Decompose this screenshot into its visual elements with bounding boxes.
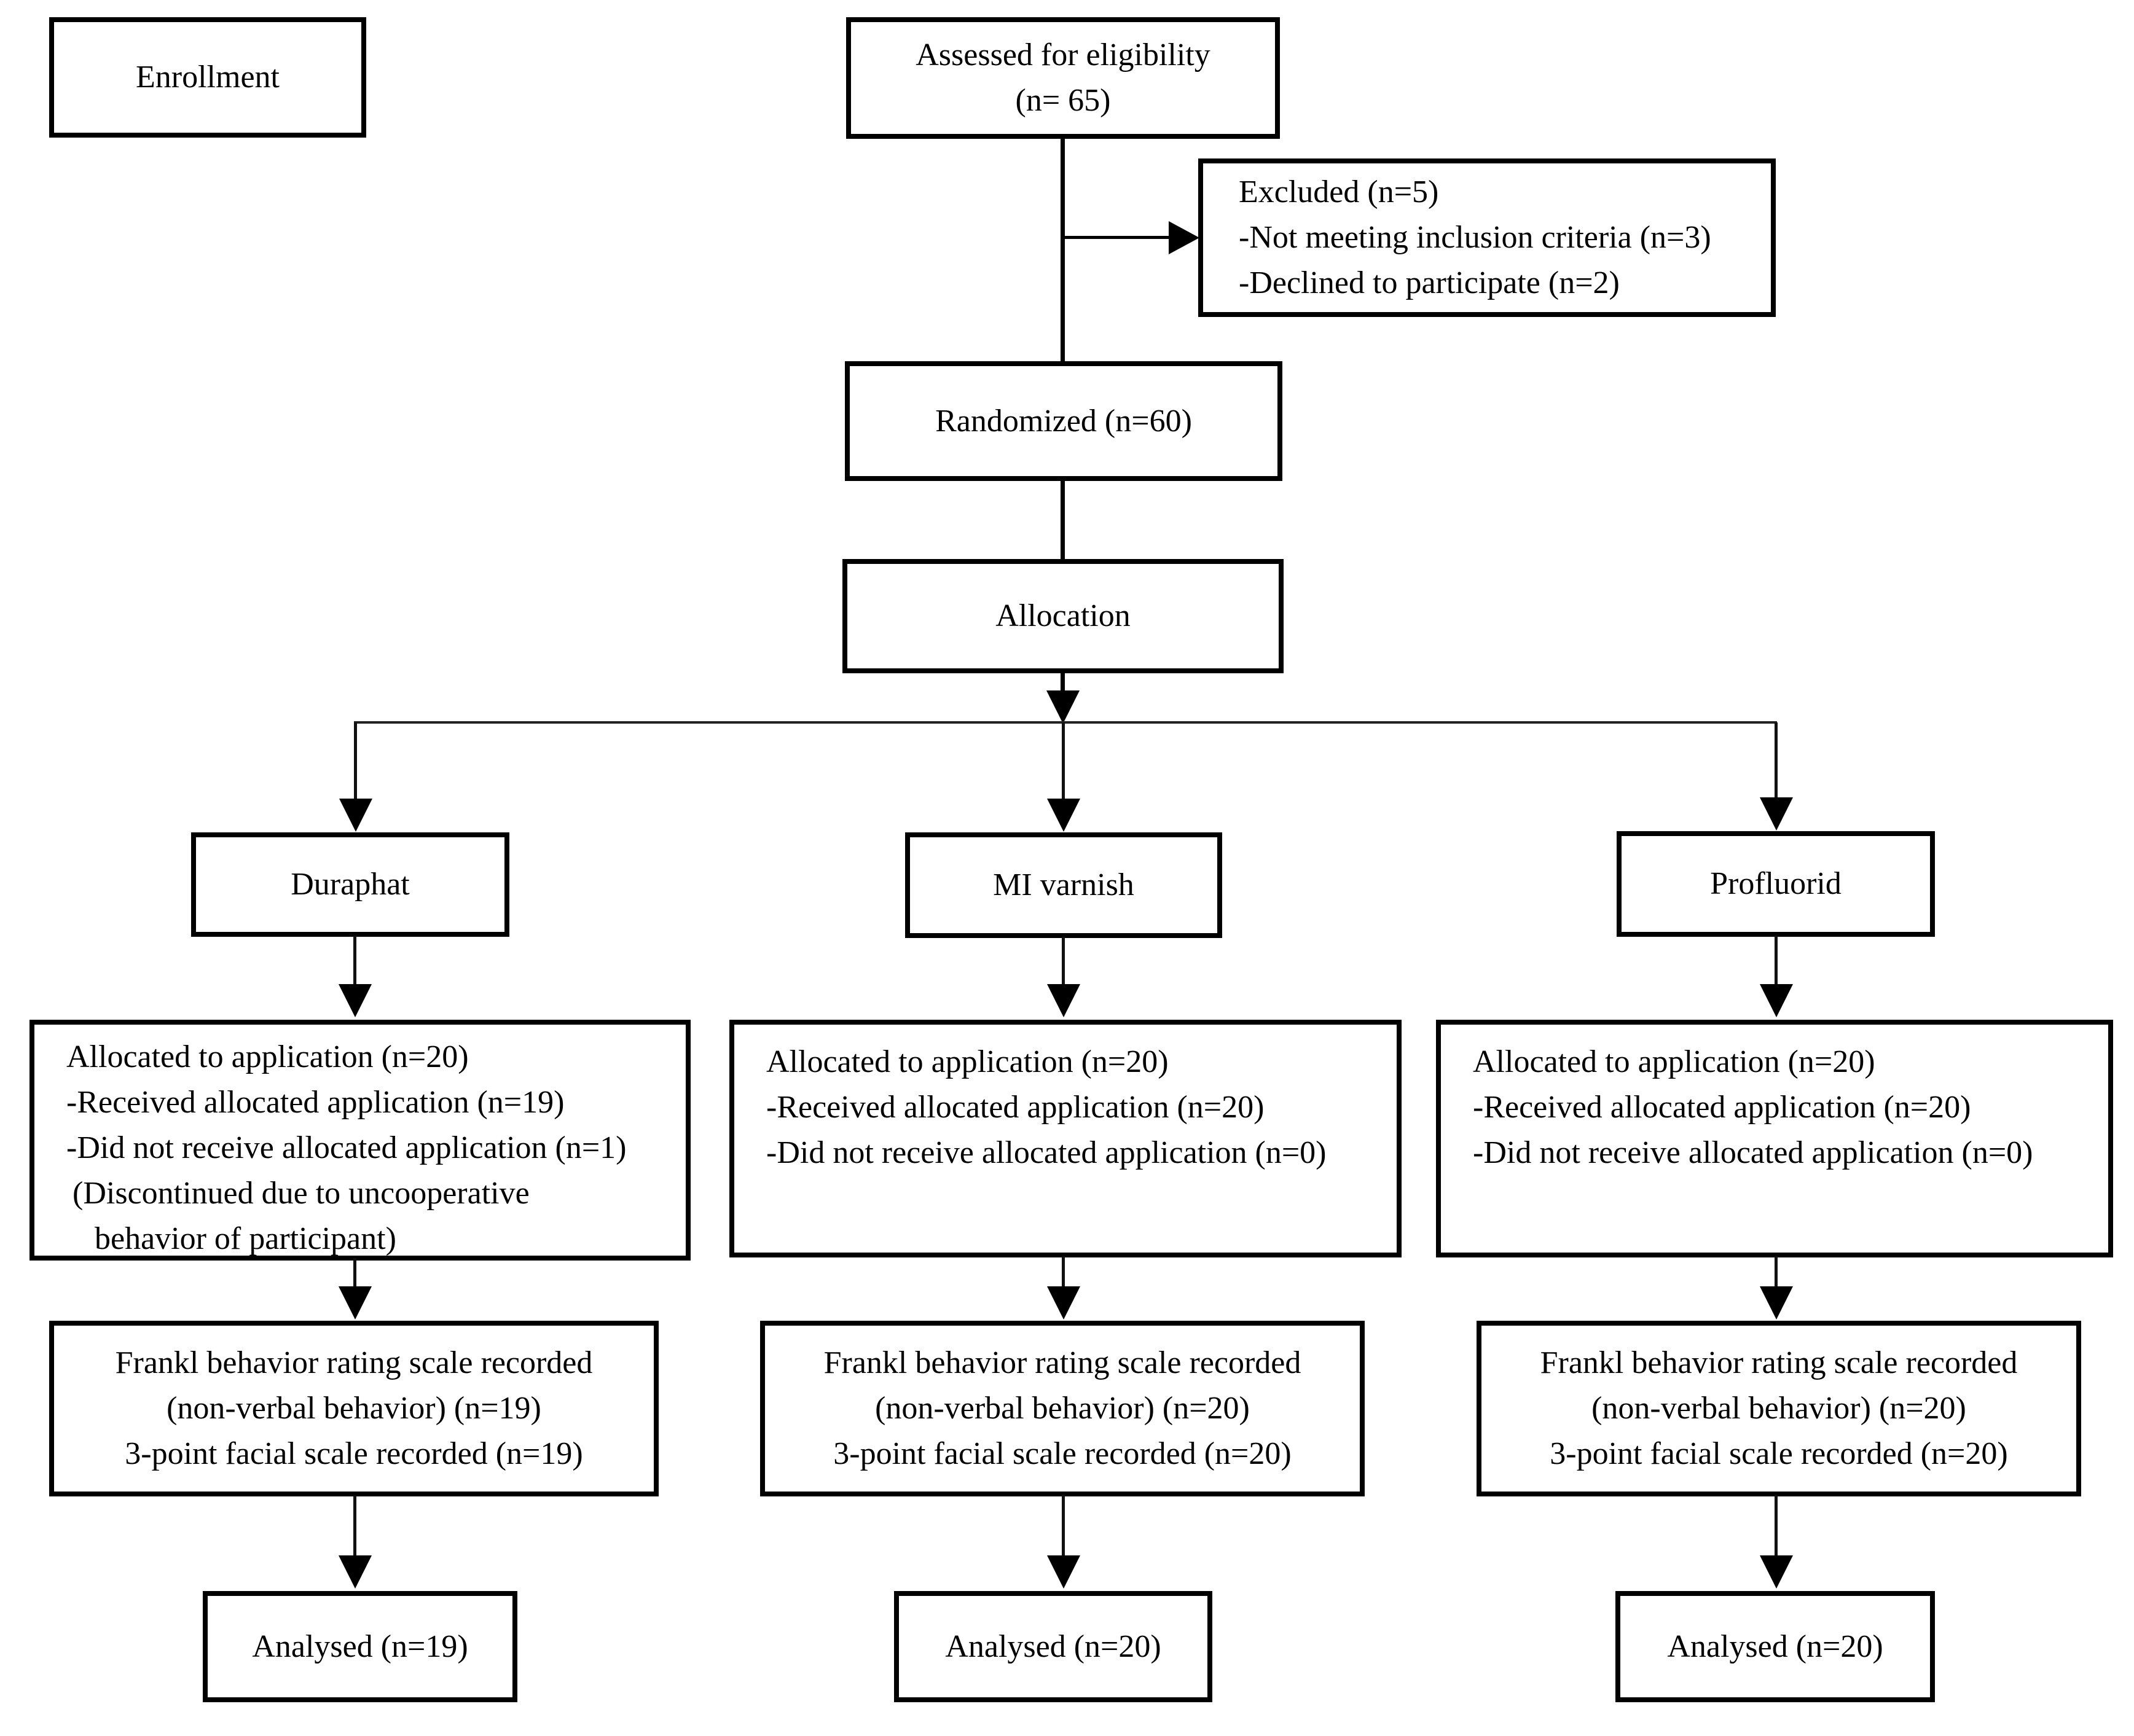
analysed-label: Analysed (n=20) [945, 1628, 1161, 1664]
frankl-line: (non-verbal behavior) (n=19) [167, 1391, 541, 1426]
allocated-box-profluorid [1436, 1020, 2113, 1257]
assessed-count: (n= 65) [1015, 83, 1111, 118]
frankl-box-duraphat [49, 1321, 659, 1496]
connector-profluorid-to-allocated [1775, 936, 1778, 988]
randomized-box [845, 361, 1282, 481]
assessed-for-eligibility-box [846, 17, 1280, 139]
allocated-line: -Received allocated application (n=20) [766, 1090, 1265, 1125]
connector-assessed-to-randomized [1061, 138, 1065, 362]
down-arrowhead-icon [1760, 797, 1793, 831]
branch-distribution-line [354, 721, 1777, 724]
duraphat-arm-box [191, 832, 509, 937]
frankl-line: 3-point facial scale recorded (n=20) [1550, 1436, 2008, 1471]
allocated-line: -Did not receive allocated application (n=0) [766, 1135, 1327, 1170]
connector-frankl-to-analysed-right [1775, 1495, 1778, 1559]
down-arrowhead-icon [1760, 1286, 1793, 1320]
allocated-line: -Received allocated application (n=20) [1473, 1090, 1971, 1125]
allocated-box-mivarnish [729, 1020, 1402, 1257]
allocated-line: -Did not receive allocated application (n=0) [1473, 1135, 2033, 1170]
allocated-note-line: (Discontinued due to uncooperative [73, 1176, 530, 1211]
frankl-line: Frankl behavior rating scale recorded [115, 1345, 593, 1380]
down-arrowhead-icon [339, 1555, 372, 1589]
down-arrowhead-icon [1047, 1286, 1080, 1320]
enrollment-label: Enrollment [136, 60, 280, 95]
connector-branchline-to-duraphat [354, 722, 357, 802]
down-arrowhead-icon [1047, 799, 1080, 832]
frankl-line: Frankl behavior rating scale recorded [823, 1345, 1301, 1380]
connector-branchline-to-mivarnish [1062, 722, 1065, 802]
assessed-line1: Assessed for eligibility [916, 37, 1210, 72]
right-arrowhead-icon [1169, 221, 1199, 254]
frankl-line: 3-point facial scale recorded (n=19) [125, 1436, 583, 1471]
allocated-line: Allocated to application (n=20) [766, 1044, 1169, 1079]
profluorid-label: Profluorid [1710, 866, 1842, 901]
allocated-box-duraphat [29, 1020, 691, 1261]
connector-duraphat-to-allocated [353, 936, 356, 988]
frankl-line: 3-point facial scale recorded (n=20) [833, 1436, 1292, 1471]
down-arrowhead-icon [339, 799, 372, 832]
frankl-box-profluorid [1477, 1321, 2081, 1496]
connector-mivarnish-to-allocated [1062, 937, 1065, 988]
frankl-line: (non-verbal behavior) (n=20) [1591, 1391, 1966, 1426]
randomized-label: Randomized (n=60) [935, 403, 1192, 439]
excluded-line2: -Not meeting inclusion criteria (n=3) [1239, 220, 1711, 255]
down-arrowhead-icon [339, 984, 372, 1017]
mi-varnish-arm-box [905, 832, 1222, 938]
connector-allocated-to-frankl-right [1775, 1256, 1778, 1290]
down-arrowhead-icon [1046, 690, 1080, 724]
frankl-box-mivarnish [760, 1321, 1365, 1496]
allocated-line: -Did not receive allocated application (n=1) [66, 1130, 627, 1165]
down-arrowhead-icon [339, 1286, 372, 1320]
down-arrowhead-icon [1760, 1555, 1793, 1589]
connector-allocated-to-frankl-left [353, 1258, 356, 1290]
analysed-label: Analysed (n=20) [1667, 1628, 1883, 1664]
down-arrowhead-icon [1047, 1555, 1080, 1589]
allocated-line: Allocated to application (n=20) [1473, 1044, 1875, 1079]
excluded-box [1198, 158, 1776, 317]
analysed-label: Analysed (n=19) [252, 1628, 468, 1664]
allocation-box [842, 559, 1284, 673]
frankl-line: (non-verbal behavior) (n=20) [875, 1391, 1250, 1426]
down-arrowhead-icon [1047, 984, 1080, 1017]
excluded-line1: Excluded (n=5) [1239, 174, 1439, 209]
mi-varnish-label: MI varnish [993, 867, 1134, 902]
duraphat-label: Duraphat [291, 867, 410, 902]
connector-frankl-to-analysed-left [353, 1495, 356, 1559]
profluorid-arm-box [1617, 831, 1935, 937]
allocated-note-line: behavior of participant) [95, 1221, 396, 1256]
connector-allocated-to-frankl-mid [1062, 1256, 1065, 1290]
connector-to-excluded [1065, 236, 1173, 239]
allocated-line: Allocated to application (n=20) [66, 1039, 469, 1074]
down-arrowhead-icon [1760, 984, 1793, 1017]
enrollment-box [49, 17, 366, 138]
analysed-box-mivarnish [894, 1591, 1212, 1702]
connector-frankl-to-analysed-mid [1062, 1495, 1065, 1559]
frankl-line: Frankl behavior rating scale recorded [1540, 1345, 2018, 1380]
connector-branchline-to-profluorid [1775, 722, 1778, 802]
allocation-label: Allocation [995, 598, 1131, 633]
analysed-box-duraphat [203, 1591, 517, 1702]
connector-randomized-to-allocation [1061, 480, 1065, 560]
excluded-line3: -Declined to participate (n=2) [1239, 265, 1620, 300]
allocated-line: -Received allocated application (n=19) [66, 1085, 565, 1120]
analysed-box-profluorid [1615, 1591, 1935, 1702]
